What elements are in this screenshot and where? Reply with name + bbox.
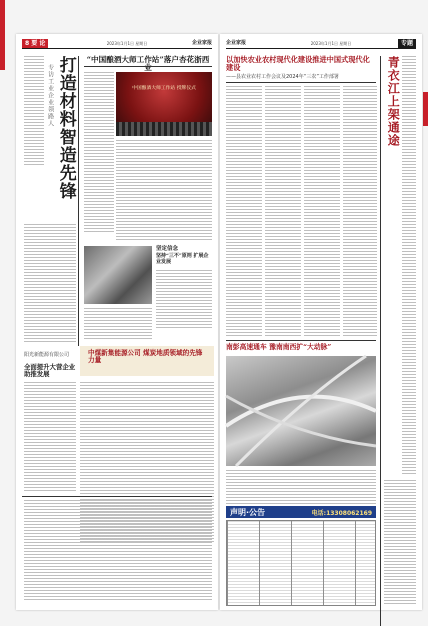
highway-interchange-photo <box>226 356 376 466</box>
left-page-tag: 8 要 论 <box>22 39 48 48</box>
headline-rule <box>84 66 212 67</box>
side-headline-2: 坚持“三不”原则 扩展企业发展 <box>156 253 209 265</box>
left-masthead <box>22 39 212 49</box>
notice-banner-title: 声明·公告 <box>230 508 266 517</box>
text-block <box>226 86 262 336</box>
right-vertical-title: 青衣江上架通途 <box>386 56 401 147</box>
text-block <box>343 86 377 336</box>
text-block <box>384 480 416 606</box>
text-block <box>226 470 376 504</box>
left-accent-bar <box>0 0 5 70</box>
right-masthead-title: 企业家报 <box>226 40 247 46</box>
left-vertical-title: 打造材料智造先锋 <box>55 56 76 200</box>
text-block <box>24 224 76 344</box>
right-masthead-date: 2023年1月1日 星期日 <box>310 41 352 46</box>
left-main-headline: “中国酿酒大师工作站”落户杏花浙西业 <box>86 55 210 73</box>
text-block <box>24 382 76 492</box>
section-rule <box>22 496 212 497</box>
notice-phone: 电话:13308062169 <box>311 510 372 517</box>
text-block <box>84 308 152 340</box>
right-main-subheadline: ——县农业农村工作会议及2024年“三农”工作部署 <box>226 74 339 80</box>
text-block <box>265 86 301 336</box>
text-block <box>116 140 212 240</box>
right-accent-bar <box>423 92 428 126</box>
left-masthead-title: 企业家报 <box>191 40 212 46</box>
text-block <box>156 270 212 330</box>
factory-photo <box>84 246 152 304</box>
side-headline-1: 坚定信念 <box>156 246 179 252</box>
text-block <box>24 56 44 166</box>
classified-notices-grid <box>226 520 376 606</box>
column-rule <box>78 56 79 346</box>
right-newspaper-page[interactable] <box>220 34 422 610</box>
left-newspaper-page[interactable] <box>16 34 218 610</box>
section-rule <box>226 340 376 341</box>
feature-headline: 中煤新集能源公司 煤炭地质领域的先锋力量 <box>88 349 203 365</box>
column-rule <box>380 56 381 626</box>
text-block <box>304 86 340 336</box>
interchange-lines <box>226 356 376 466</box>
bottom-left-intro: 阳光新能源有限公司 <box>24 352 70 358</box>
left-masthead-date: 2023年1月1日 星期日 <box>106 41 148 46</box>
left-vertical-subtitle: 专访工业企业领路人 <box>46 64 54 127</box>
audience-row <box>116 122 212 136</box>
ceremony-photo <box>116 72 212 136</box>
right-page-tag: 专题 <box>398 39 416 48</box>
text-block <box>402 56 416 476</box>
text-block <box>84 72 114 232</box>
notice-banner <box>226 506 376 518</box>
right-main-headline: 以加快农业农村现代化建设推进中国式现代化建设 <box>226 55 370 72</box>
bottom-left-headline: 全面提升大营企业 助推发展 <box>24 363 76 379</box>
headline-rule <box>226 82 376 83</box>
photo-caption: 中国酿酒大师工作站 授牌仪式 <box>132 86 196 91</box>
right-second-headline: 南彭高速通车 豫南南西扩“大动脉” <box>226 343 332 351</box>
right-masthead <box>226 39 416 49</box>
text-block <box>24 500 212 600</box>
